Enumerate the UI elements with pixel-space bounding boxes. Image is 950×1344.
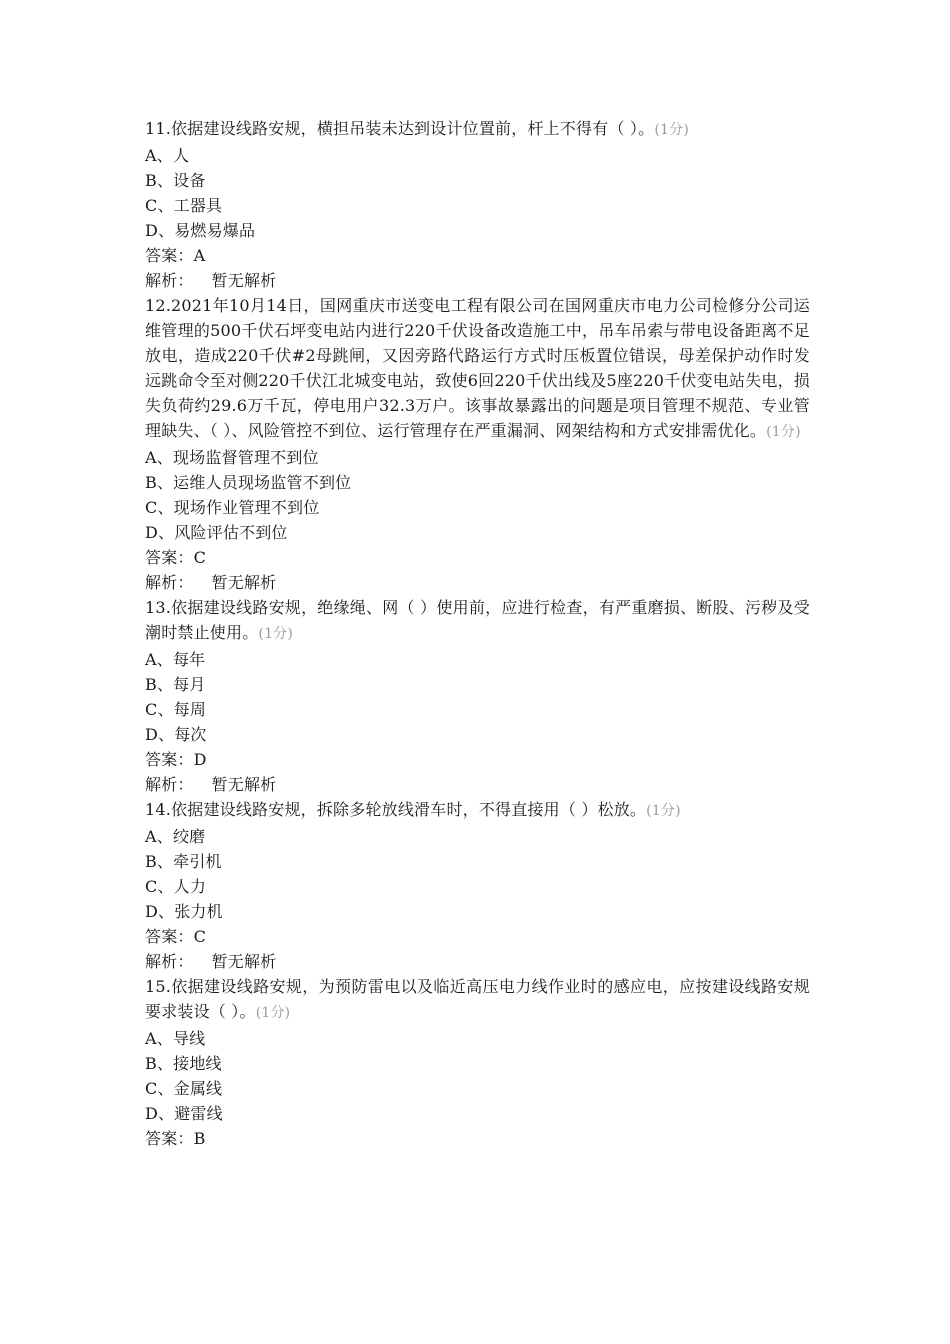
answer-value: A [193,246,206,265]
option-a: A、每年 [145,650,206,669]
option-d: D、风险评估不到位 [145,523,288,542]
analysis-line [145,268,810,293]
analysis-line [145,772,810,797]
answer-label: 答案： [145,750,194,769]
answer-label: 答案： [145,1129,194,1148]
option-a: A、人 [145,146,190,165]
option-a: A、导线 [145,1029,206,1048]
question-list [145,116,810,1151]
answer-line [145,924,810,949]
question-stem: 13.依据建设线路安规，绝缘绳、网（ ）使用前，应进行检查，有严重磨损、断股、污秽及受潮时禁止使用。(1分) [145,598,810,642]
option-b: B、每月 [145,675,206,694]
option-a: A、现场监督管理不到位 [145,448,319,467]
option-b: B、运维人员现场监管不到位 [145,473,352,492]
question-score: (1分) [766,424,801,440]
option-c: C、工器具 [145,196,223,215]
analysis-label: 解析： [145,952,194,971]
question-score: (1分) [255,1005,291,1021]
answer-value: B [193,1129,206,1148]
analysis-value: 暂无解析 [211,775,277,794]
option-d: D、张力机 [145,902,223,921]
question-15 [145,974,810,1151]
question-stem: 15.依据建设线路安规，为预防雷电以及临近高压电力线作业时的感应电，应按建设线路安规要求装设（ ）。(1分) [145,977,810,1021]
question-11 [145,116,810,293]
answer-label: 答案： [145,548,194,567]
answer-label: 答案： [145,927,194,946]
answer-line [145,243,810,268]
option-c: C、人力 [145,877,207,896]
analysis-line [145,949,810,974]
question-14 [145,797,810,974]
question-13 [145,595,810,797]
question-score: (1分) [646,803,681,819]
analysis-value: 暂无解析 [211,271,277,290]
option-d: D、避雷线 [145,1104,223,1123]
analysis-value: 暂无解析 [211,573,277,592]
option-b: B、牵引机 [145,852,222,871]
question-stem: 14.依据建设线路安规，拆除多轮放线滑车时，不得直接用（ ）松放。(1分) [145,800,681,819]
answer-label: 答案： [145,246,194,265]
option-d: D、每次 [145,725,207,744]
answer-value: C [193,927,207,946]
option-b: B、接地线 [145,1054,222,1073]
answer-value: C [193,548,207,567]
option-c: C、每周 [145,700,207,719]
question-score: (1分) [258,626,294,642]
option-d: D、易燃易爆品 [145,221,256,240]
answer-line [145,747,810,772]
answer-line [145,545,810,570]
question-stem: 11.依据建设线路安规，横担吊装未达到设计位置前，杆上不得有（ ）。(1分) [145,119,689,138]
question-stem: 12.2021年10月14日，国网重庆市送变电工程有限公司在国网重庆市电力公司检修分公司运维管理的500千伏石坪变电站内进行220千伏设备改造施工中，吊车吊索与带电设备距离不足放电，造成220千伏#2母跳闸，又因旁路代路运行方式时压板置位错误，母差保护动作时发远跳命令至对侧220千伏江北城变电站，致使6回220千伏出线及5座220千伏变电站失电，损失负荷约29.6万千瓦，停电用户32.3万户。该事故暴露出的问题是项目管理不规范、专业管理缺失、（ ）、风险管控不到位、运行管理存在严重漏洞、网架结构和方式安排需优化。(1分) [145,296,810,440]
answer-value: D [193,750,207,769]
analysis-label: 解析： [145,271,194,290]
option-c: C、金属线 [145,1079,223,1098]
option-c: C、现场作业管理不到位 [145,498,320,517]
answer-line [145,1126,810,1151]
analysis-value: 暂无解析 [211,952,277,971]
question-12 [145,293,810,595]
analysis-label: 解析： [145,573,194,592]
option-a: A、绞磨 [145,827,206,846]
option-b: B、设备 [145,171,206,190]
analysis-label: 解析： [145,775,194,794]
question-score: (1分) [654,122,689,138]
analysis-line [145,570,810,595]
